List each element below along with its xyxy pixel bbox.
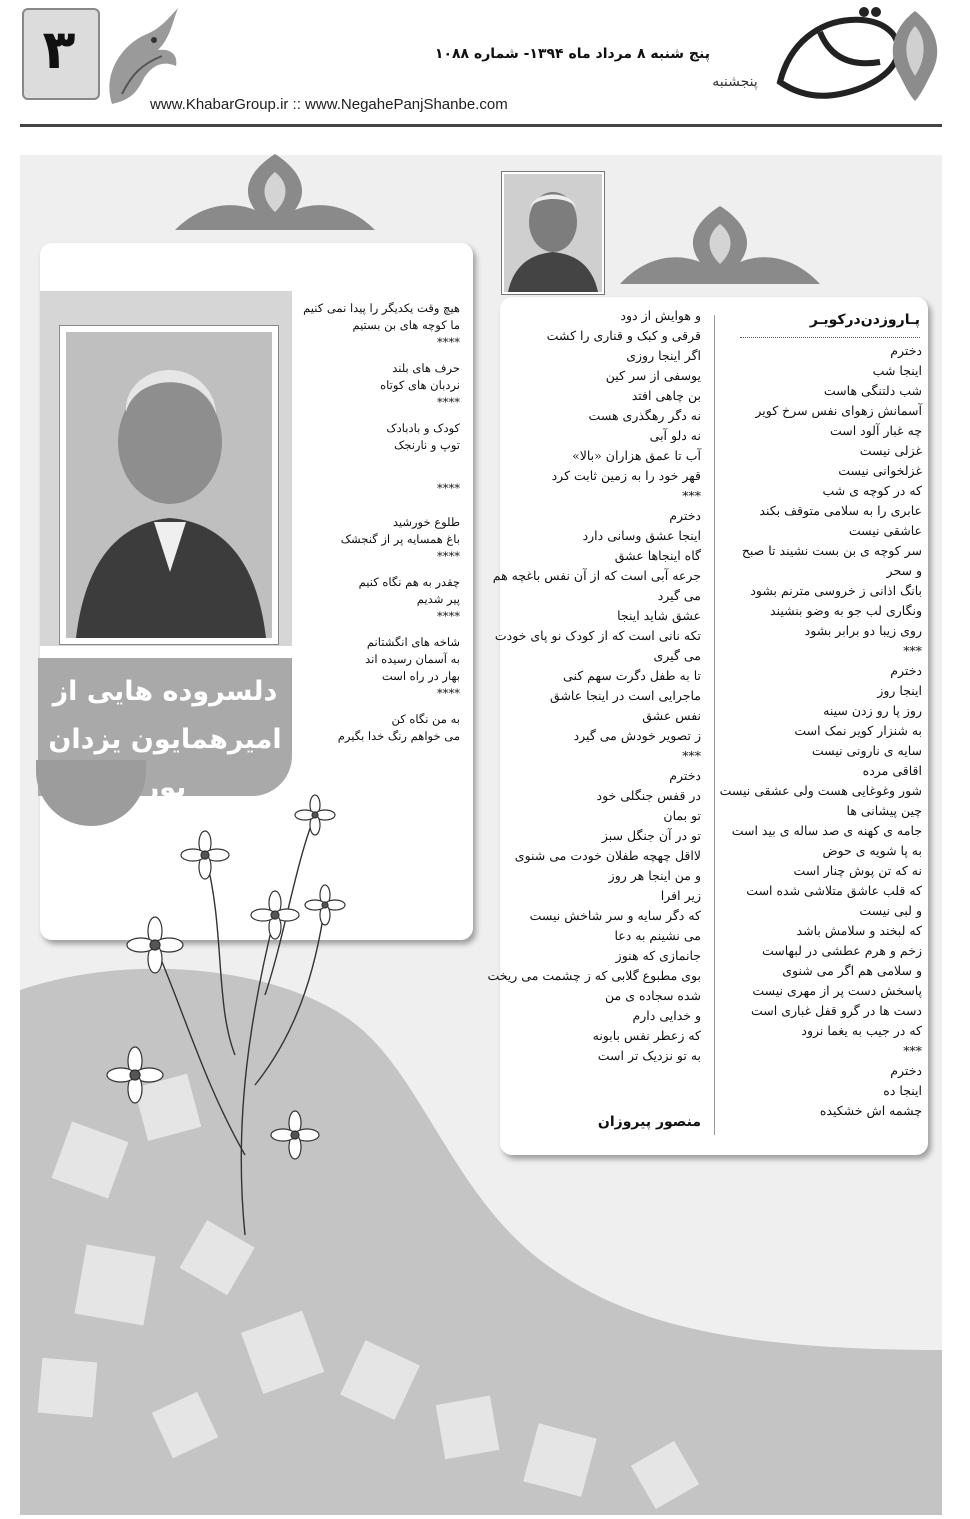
poem-line: چقدر به هم نگاه کنیم (358, 575, 460, 589)
page-number: ۳ (42, 18, 76, 81)
poem-line: روز پا رو زدن سینه (823, 703, 922, 718)
poem-line: چه غبار آلود است (829, 423, 922, 438)
poem-line: ونگاری لب جو به وضو بنشیند (770, 603, 922, 618)
poem-line: روی زیبا دو برابر بشود (804, 623, 922, 638)
poem-line: که قلب عاشق متلاشی شده است (746, 883, 922, 898)
poem-line: اینجا عشق وسانی دارد (582, 528, 701, 543)
poem-line: اگر اینجا روزی (626, 348, 701, 363)
stanza-separator: **** (437, 686, 460, 700)
poem-line: بن چاهی افتد (631, 388, 701, 403)
poem-line: چین پیشانی ها (846, 803, 922, 818)
poem-line: نه دلو آبی (649, 428, 701, 443)
poem-line: که دگر سایه و سر شاخش نیست (529, 908, 701, 923)
poem-line: طلوع خورشید (392, 515, 460, 529)
logo-subtitle: پنجشنبه (712, 74, 758, 90)
poem-line: زیر افرا (660, 888, 701, 903)
poem-line: ماجرایی است در اینجا عاشق (550, 688, 701, 703)
poem-line: باغ همسایه پر از گنجشک (340, 532, 460, 546)
stanza-separator: **** (437, 549, 460, 563)
poem-line: می گیری (653, 648, 701, 663)
poem-line: به آسمان رسیده اند (365, 652, 460, 666)
title-line-1: دلسروده هایی از (52, 676, 278, 707)
poem-line: در قفس جنگلی خود (596, 788, 701, 803)
issue-dateline: پنج شنبه ۸ مرداد ماه ۱۳۹۴- شماره ۱۰۸۸ (434, 46, 710, 62)
stanza (295, 514, 460, 565)
author-photo-yazdanpour (60, 326, 278, 644)
poem-line: به من نگاه کن (391, 712, 460, 726)
poem-line: که در کوچه ی شب (822, 483, 922, 498)
poem-line: اینجا شب (872, 363, 922, 378)
poem-line: آب تا عمق هزاران «بالا» (572, 448, 701, 463)
stanza-separator: **** (437, 481, 460, 495)
poem-line: به تو نزدیک تر است (597, 1048, 701, 1063)
middle-column-poem (487, 306, 701, 1066)
poem-line: شور وغوغایی هست ولی عشقی نیست (719, 783, 922, 798)
poem-line: به پا شویه ی حوض (822, 843, 922, 858)
poem-line: نفس عشق (642, 708, 701, 723)
poem-line: عاشقی نیست (848, 523, 922, 538)
stanza (295, 480, 460, 497)
poem-line: شده سجاده ی من (605, 988, 701, 1003)
poem-line: می نشینم به دعا (614, 928, 701, 943)
column-divider (714, 315, 715, 1135)
poem-line: *** (682, 748, 701, 763)
poem-line: و سحر (886, 563, 922, 578)
poem-line: عابری را به سلامی متوقف بکند (759, 503, 922, 518)
poem-line: کودک و بادبادک (386, 421, 460, 435)
poem-line: دخترم (890, 343, 922, 358)
poem-line: حرف های بلند (392, 361, 460, 375)
poem-line: دست ها در گرو قفل غباری است (751, 1003, 922, 1018)
poem-line: می گیرد (657, 588, 701, 603)
poem-line: تو بمان (663, 808, 701, 823)
poem-line: غزلخوانی نیست (838, 463, 922, 478)
poem-line: *** (903, 1043, 922, 1058)
arabesque-ornament-right-icon (610, 200, 830, 296)
title-line-2: امیرهمایون یزدان پور (48, 724, 282, 803)
poem-line: *** (682, 488, 701, 503)
poem-line: و خدایی دارم (632, 1008, 701, 1023)
poem-line: و هوایش از دود (620, 308, 701, 323)
poem-line: که در جیب به یغما نرود (801, 1023, 922, 1038)
poem-line: نه دگر رهگذری هست (588, 408, 701, 423)
poem-line: جانمازی که هنوز (615, 948, 701, 963)
poem-line: نه که تن پوش چنار است (793, 863, 922, 878)
poem-line: جرعه آبی است که از آن نفس باغچه هم (492, 568, 701, 583)
poem-line: نردبان های کوتاه (380, 378, 460, 392)
poem-line: عشق شاید اینجا (617, 608, 701, 623)
poem-line: سایه ی نارونی نیست (811, 743, 922, 758)
stanza (295, 360, 460, 411)
stanza (295, 634, 460, 702)
stanza (295, 420, 460, 454)
poem-line: چشمه اش خشکیده (819, 1103, 922, 1118)
portrait-silhouette-icon (66, 332, 272, 638)
arabesque-ornament-icon (880, 6, 950, 106)
stanza (295, 711, 460, 745)
poem-line: سر کوچه ی بن بست نشیند تا صبح (741, 543, 922, 558)
poem-line: توپ و نارنجک (393, 438, 460, 452)
cosmos-flower-illustration (95, 755, 355, 1245)
poem-line: اقاقی مرده (862, 763, 922, 778)
stanza (295, 574, 460, 625)
poem-author: منصور پیروزان (597, 1114, 701, 1130)
poem-line: شب دلتنگی هاست (823, 383, 922, 398)
poem-line: پاسخش دست پر از مهری نیست (752, 983, 922, 998)
poem-line: قهر خود را به زمین ثابت کرد (551, 468, 701, 483)
left-poem-text (295, 300, 460, 745)
poem-line: قرقی و کبک و قناری را کشت (546, 328, 701, 343)
poem-line: که لبخند و سلامش باشد (796, 923, 922, 938)
website-urls[interactable]: www.KhabarGroup.ir :: www.NegahePanjShanbe.com (150, 96, 508, 113)
poem-line: آسمانش زهوای نفس سرخ کویر (755, 403, 922, 418)
poem-line: و من اینجا هر روز (608, 868, 701, 883)
stanza (295, 300, 460, 351)
poem-line: بوی مطبوع گلابی که ز چشمت می ریخت (487, 968, 701, 983)
poem-line: بانگ اذانی ز خروسی مترنم بشود (750, 583, 922, 598)
stanza-separator: **** (437, 335, 460, 349)
poem-line: تکه نانی است که از کودک نو پای خودت (494, 628, 701, 643)
poem-line: به شنزار کویر نمک است (794, 723, 922, 738)
poem-line: و لبی نیست (859, 903, 922, 918)
poem-line: شاخه های انگشتانم (366, 635, 460, 649)
poem-line: اینجا روز (877, 683, 922, 698)
poem-line: *** (903, 643, 922, 658)
poem-line: پیر شدیم (416, 592, 460, 606)
poem-line: دخترم (890, 663, 922, 678)
stanza-separator: **** (437, 609, 460, 623)
poem-line: که زعطر نفس بابونه (592, 1028, 701, 1043)
poem-line: لااقل چهچه طفلان خودت می شنوی (514, 848, 701, 863)
arabesque-ornament-left-icon (160, 150, 390, 246)
poem-line: دخترم (669, 768, 701, 783)
poem-line: جامه ی کهنه ی صد ساله ی بید است (731, 823, 922, 838)
poem-line: یوسفی از سر کین (605, 368, 701, 383)
poem-line: تا به طفل دگرت سهم کنی (563, 668, 701, 683)
poem-line: ز تصویر خودش می گیرد (573, 728, 701, 743)
poem-line: تو در آن جنگل سبز (601, 828, 701, 843)
poem-line: دخترم (890, 1063, 922, 1078)
poem-line: اینجا ده (883, 1083, 922, 1098)
poem-line: هیچ وقت یکدیگر را پیدا نمی کنیم (303, 301, 460, 315)
header-divider (20, 124, 942, 127)
stanza-separator: **** (437, 395, 460, 409)
right-article-title: پـاروزدن‌درکویـر (809, 312, 920, 328)
poem-line: دخترم (669, 508, 701, 523)
poem-line: ما کوچه های بن بستیم (352, 318, 460, 332)
title-dotted-rule (740, 337, 920, 338)
poem-line: و سلامی هم اگر می شنوی (782, 963, 922, 978)
poem-line: گاه اینجاها عشق (614, 548, 701, 563)
right-column-poem (719, 341, 922, 1121)
poem-line: غزلی نیست (859, 443, 922, 458)
poem-line: زخم و هرم عطشی در لبهاست (762, 943, 922, 958)
poem-line: می خواهم رنگ خدا بگیرم (337, 729, 460, 743)
portrait-silhouette-icon (504, 174, 602, 292)
author-photo-pirouzan (502, 172, 604, 294)
poem-line: بهار در راه است (381, 669, 460, 683)
